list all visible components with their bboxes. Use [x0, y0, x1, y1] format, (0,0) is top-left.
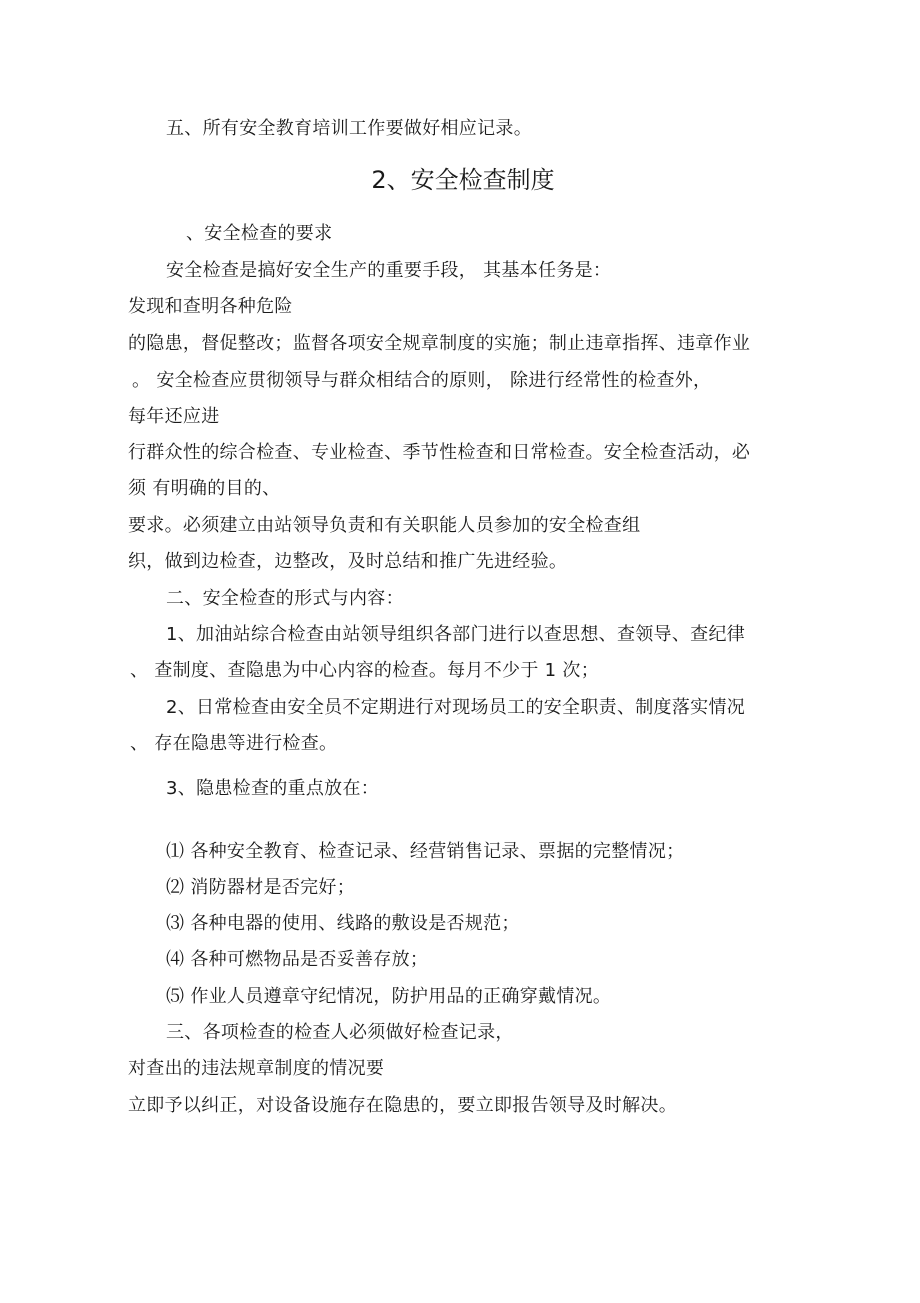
para-1-line-8: 要求。必须建立由站领导负责和有关职能人员参加的安全检查组 — [128, 515, 641, 536]
item-1-line-2: 、 查制度、查隐患为中心内容的检查。每月不少于 1 次； — [130, 660, 600, 681]
para-1-line-5: 每年还应进 — [128, 406, 220, 427]
item-2-line-1: 2、日常检查由安全员不定期进行对现场员工的安全职责、制度落实情况 — [166, 697, 746, 718]
section-3-line-2: 对查出的违法规章制度的情况要 — [128, 1058, 385, 1079]
section-2-heading: 二、安全检查的形式与内容： — [166, 588, 404, 609]
document-title: 2、安全检查制度 — [371, 166, 555, 194]
sub-item-2: ⑵ 消防器材是否完好； — [166, 877, 356, 898]
section-1-heading: 、安全检查的要求 — [186, 223, 333, 244]
para-1-line-4: 。 安全检查应贯彻领导与群众相结合的原则， 除进行经常性的检查外， — [132, 370, 712, 391]
para-1-line-7: 须 有明确的目的、 — [128, 478, 281, 499]
item-1-line-1: 1、加油站综合检查由站领导组织各部门进行以查思想、查领导、查纪律 — [166, 624, 746, 645]
para-1-line-1: 安全检查是搞好安全生产的重要手段， 其基本任务是： — [166, 260, 612, 281]
section-3-line-3: 立即予以纠正，对设备设施存在隐患的，要立即报告领导及时解决。 — [128, 1095, 677, 1116]
sub-item-5: ⑸ 作业人员遵章守纪情况，防护用品的正确穿戴情况。 — [166, 986, 612, 1007]
para-1-line-2: 发现和查明各种危险 — [128, 296, 293, 317]
para-1-line-6: 行群众性的综合检查、专业检查、季节性检查和日常检查。安全检查活动，必 — [128, 442, 751, 463]
sub-item-1: ⑴ 各种安全教育、检查记录、经营销售记录、票据的完整情况； — [166, 841, 685, 862]
para-1-line-3: 的隐患，督促整改；监督各项安全规章制度的实施；制止违章指挥、违章作业 — [128, 333, 751, 354]
item-2-line-2: 、 存在隐患等进行检查。 — [130, 733, 338, 754]
sub-item-3: ⑶ 各种电器的使用、线路的敷设是否规范； — [166, 913, 520, 934]
sub-item-4: ⑷ 各种可燃物品是否妥善存放； — [166, 949, 429, 970]
section-3-line-1: 三、各项检查的检查人必须做好检查记录， — [166, 1022, 514, 1043]
item-3: 3、隐患检查的重点放在： — [166, 778, 380, 799]
intro-item-5: 五、所有安全教育培训工作要做好相应记录。 — [166, 118, 532, 139]
para-1-line-9: 织，做到边检查，边整改，及时总结和推广先进经验。 — [128, 551, 568, 572]
